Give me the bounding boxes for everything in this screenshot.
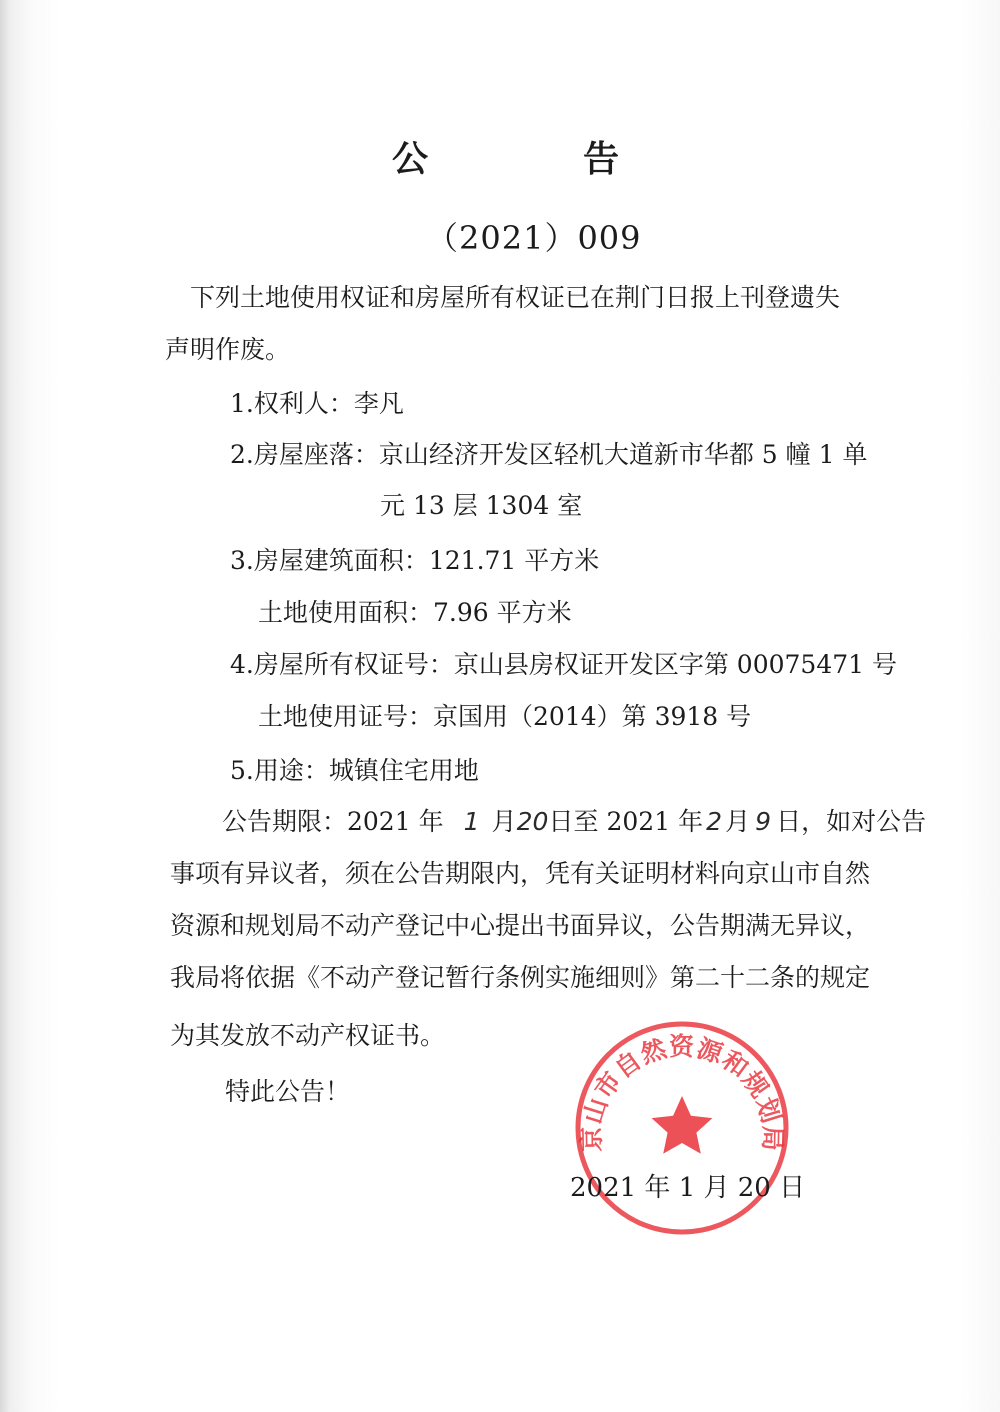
period-month-char-2: 月	[725, 807, 751, 836]
handwritten-end-day: 9	[755, 807, 772, 836]
official-seal	[572, 1018, 792, 1238]
item-building-area: 3.房屋建筑面积：121.71 平方米	[230, 546, 600, 575]
period-mid: 日至 2021 年	[548, 807, 704, 836]
notice-date: 2021 年 1 月 20 日	[570, 1173, 806, 1203]
handwritten-start-month: 1	[463, 807, 480, 836]
body-line-3: 我局将依据《不动产登记暂行条例实施细则》第二十二条的规定	[170, 963, 871, 992]
item-land-cert: 土地使用证号：京国用（2014）第 3918 号	[258, 702, 752, 731]
handwritten-start-day: 20	[516, 807, 549, 836]
item-location-line-1: 2.房屋座落：京山经济开发区轻机大道新市华都 5 幢 1 单	[230, 440, 868, 469]
period-prefix: 公告期限：2021 年	[222, 807, 444, 836]
seal-star-icon	[652, 1096, 713, 1154]
period-month-char: 月	[491, 807, 517, 836]
item-location-line-2: 元 13 层 1304 室	[380, 491, 583, 520]
item-owner: 1.权利人：李凡	[230, 389, 404, 418]
page-title: 公告	[392, 139, 775, 180]
body-line-1: 事项有异议者，须在公告期限内，凭有关证明材料向京山市自然	[170, 859, 871, 888]
notice-period-line	[222, 806, 926, 838]
period-suffix: 日，如对公告	[776, 807, 927, 836]
body-line-4: 为其发放不动产权证书。	[170, 1021, 446, 1050]
body-line-2: 资源和规划局不动产登记中心提出书面异议，公告期满无异议，	[170, 911, 871, 940]
handwritten-end-month: 2	[706, 807, 723, 836]
document-number: （2021）009	[426, 219, 642, 257]
item-land-area: 土地使用面积：7.96 平方米	[258, 598, 572, 627]
item-usage: 5.用途：城镇住宅用地	[230, 756, 479, 785]
closing-text: 特此公告！	[225, 1077, 351, 1106]
seal-text: 京山市自然资源和规划局	[576, 1032, 788, 1153]
intro-line-1: 下列土地使用权证和房屋所有权证已在荆门日报上刊登遗失	[190, 283, 841, 312]
svg-text:京山市自然资源和规划局	[577, 1032, 787, 1152]
item-house-cert: 4.房屋所有权证号：京山县房权证开发区字第 00075471 号	[230, 650, 897, 679]
intro-line-2: 声明作废。	[165, 335, 291, 364]
